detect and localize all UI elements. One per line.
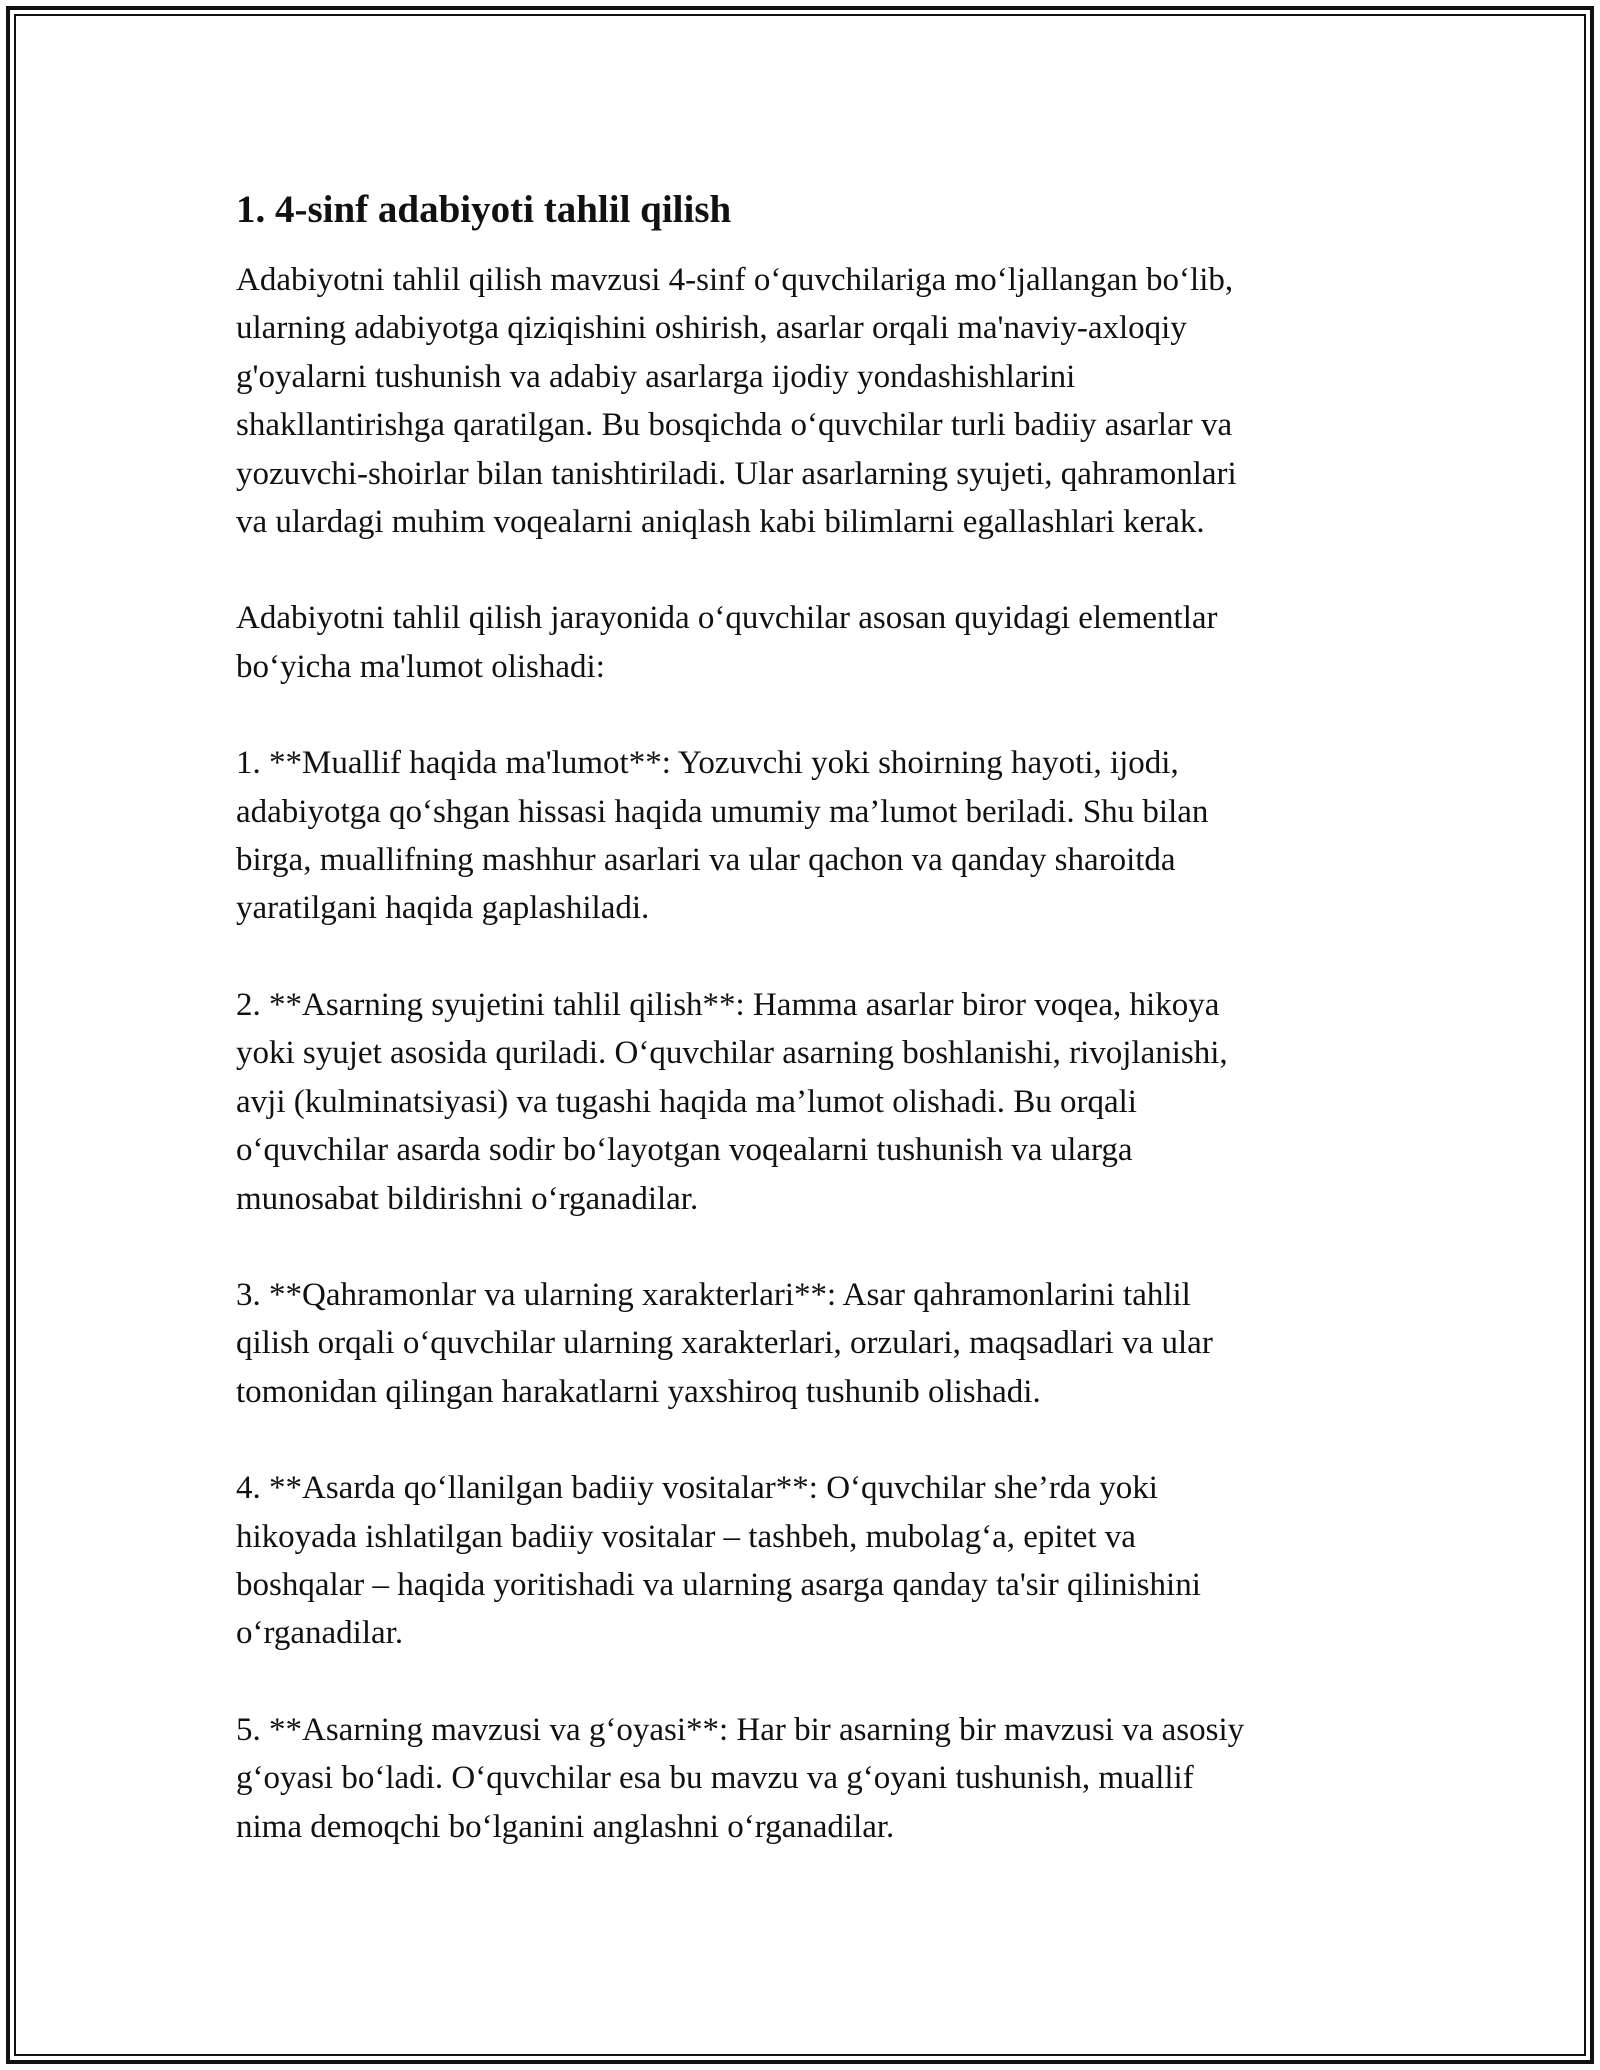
elements-intro-paragraph: Adabiyotni tahlil qilish jarayonida o‘quvchilar asosan quyidagi elementlar bo‘yicha ma'lumot olishadi: [236, 600, 1218, 685]
list-item-literary-devices: 4. **Asarda qo‘llanilgan badiiy vositalar**: O‘quvchilar she’rda yoki hikoyada ishlatilgan badiiy vositalar – tashbeh, mubolag‘a, epitet va boshqalar – haqida yoritishadi va ularning asarga qanday ta'sir qilinishini o‘rganadilar. [236, 1470, 1201, 1652]
intro-paragraph: Adabiyotni tahlil qilish mavzusi 4-sinf o‘quvchilariga mo‘ljallangan bo‘lib, ularning adabiyotga qiziqishini oshirish, asarlar orqali ma'naviy-axloqiy g'oyalarni tushunish va adabiy asarlarga ijodiy yondashishlarini shakllantirishga qaratilgan. Bu bosqichda o‘quvchilar turli badiiy asarlar va yozuvchi-shoirlar bilan tanishtiriladi. Ular asarlarning syujeti, qahramonlari va ulardagi muhim voqealarni aniqlash kabi bilimlarni egallashlari kerak. [236, 262, 1237, 541]
list-item-author-info: 1. **Muallif haqida ma'lumot**: Yozuvchi yoki shoirning hayoti, ijodi, adabiyotga qo‘shgan hissasi haqida umumiy ma’lumot beriladi. Shu bilan birga, muallifning mashhur asarlari va ular qachon va qanday sharoitda yaratilgani haqida gaplashiladi. [236, 745, 1209, 927]
page-title: 1. 4-sinf adabiyoti tahlil qilish [236, 188, 732, 231]
document-body [236, 186, 1376, 1899]
list-item-characters: 3. **Qahramonlar va ularning xarakterlari**: Asar qahramonlarini tahlil qilish orqali o‘quvchilar ularning xarakterlari, orzulari, maqsadlari va ular tomonidan qilingan harakatlarni yaxshiroq tushunib olishadi. [236, 1276, 1213, 1410]
list-item-plot-analysis: 2. **Asarning syujetini tahlil qilish**: Hamma asarlar biror voqea, hikoya yoki syujet asosida quriladi. O‘quvchilar asarning boshlanishi, rivojlanishi, avji (kulminatsiyasi) va tugashi haqida ma’lumot olishadi. Bu orqali o‘quvchilar asarda sodir bo‘layotgan voqealarni tushunish va ularga munosabat bildirishni o‘rganadilar. [236, 986, 1228, 1217]
list-item-theme-idea: 5. **Asarning mavzusi va g‘oyasi**: Har bir asarning bir mavzusi va asosiy g‘oyasi bo‘ladi. O‘quvchilar esa bu mavzu va g‘oyani tushunish, muallif nima demoqchi bo‘lganini anglashni o‘rganadilar. [236, 1711, 1245, 1845]
